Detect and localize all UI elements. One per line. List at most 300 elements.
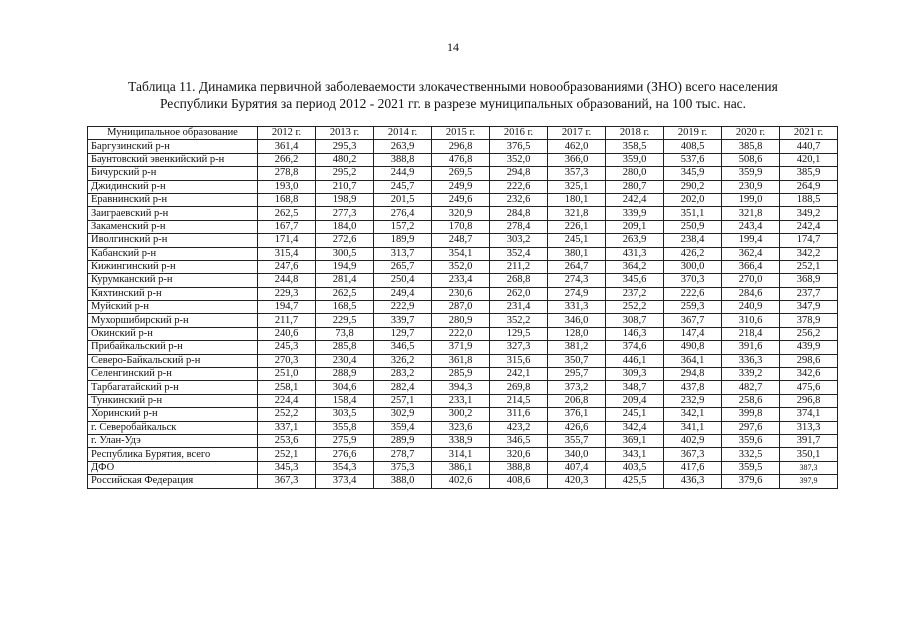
rate-value-cell: 278,4	[490, 220, 548, 233]
rate-value-cell: 247,6	[258, 260, 316, 273]
rate-value-cell: 129,5	[490, 327, 548, 340]
rate-value-cell: 362,4	[722, 247, 780, 260]
municipality-name-cell: Заиграевский р-н	[88, 207, 258, 220]
rate-value-cell: 129,7	[374, 327, 432, 340]
rate-value-cell: 364,2	[606, 260, 664, 273]
rate-value-cell: 348,7	[606, 381, 664, 394]
rate-value-cell: 258,1	[258, 381, 316, 394]
table-caption	[60, 78, 846, 112]
rate-value-cell: 361,4	[258, 140, 316, 153]
rate-value-cell: 490,8	[664, 341, 722, 354]
table-body	[88, 140, 838, 488]
rate-value-cell: 297,6	[722, 421, 780, 434]
rate-value-cell: 339,7	[374, 314, 432, 327]
rate-value-cell: 339,2	[722, 368, 780, 381]
rate-value-cell: 262,0	[490, 287, 548, 300]
rate-value-cell: 359,4	[374, 421, 432, 434]
rate-value-cell: 199,4	[722, 234, 780, 247]
rate-value-cell: 381,2	[548, 341, 606, 354]
municipality-name-cell: Баргузинский р-н	[88, 140, 258, 153]
rate-value-cell: 184,0	[316, 220, 374, 233]
table-header-row	[88, 127, 838, 140]
rate-value-cell: 367,7	[664, 314, 722, 327]
rate-value-cell: 252,1	[780, 260, 838, 273]
rate-value-cell: 408,5	[664, 140, 722, 153]
table-row	[88, 260, 838, 273]
rate-value-cell: 436,3	[664, 475, 722, 488]
rate-value-cell: 340,0	[548, 448, 606, 461]
rate-value-cell: 359,6	[722, 434, 780, 447]
rate-value-cell: 202,0	[664, 193, 722, 206]
rate-value-cell: 193,0	[258, 180, 316, 193]
rate-value-cell: 189,9	[374, 234, 432, 247]
rate-value-cell: 296,8	[432, 140, 490, 153]
rate-value-cell: 309,3	[606, 368, 664, 381]
rate-value-cell: 242,1	[490, 368, 548, 381]
rate-value-cell: 288,9	[316, 368, 374, 381]
rate-value-cell: 482,7	[722, 381, 780, 394]
rate-value-cell: 437,8	[664, 381, 722, 394]
rate-value-cell: 397,9	[780, 475, 838, 488]
rate-value-cell: 480,2	[316, 153, 374, 166]
table-row	[88, 287, 838, 300]
rate-value-cell: 338,9	[432, 434, 490, 447]
column-header-year: 2018 г.	[606, 127, 664, 140]
rate-value-cell: 277,3	[316, 207, 374, 220]
rate-value-cell: 352,0	[490, 153, 548, 166]
rate-value-cell: 325,1	[548, 180, 606, 193]
table-row	[88, 220, 838, 233]
municipality-name-cell: Селенгинский р-н	[88, 368, 258, 381]
rate-value-cell: 252,2	[606, 301, 664, 314]
rate-value-cell: 194,7	[258, 301, 316, 314]
rate-value-cell: 342,4	[606, 421, 664, 434]
rate-value-cell: 370,3	[664, 274, 722, 287]
rate-value-cell: 233,1	[432, 394, 490, 407]
rate-value-cell: 209,4	[606, 394, 664, 407]
rate-value-cell: 359,5	[722, 461, 780, 474]
rate-value-cell: 249,9	[432, 180, 490, 193]
rate-value-cell: 440,7	[780, 140, 838, 153]
municipality-name-cell: Кабанский р-н	[88, 247, 258, 260]
table-row	[88, 448, 838, 461]
rate-value-cell: 295,7	[548, 368, 606, 381]
rate-value-cell: 374,6	[606, 341, 664, 354]
rate-value-cell: 289,9	[374, 434, 432, 447]
rate-value-cell: 275,9	[316, 434, 374, 447]
rate-value-cell: 242,4	[780, 220, 838, 233]
rate-value-cell: 233,4	[432, 274, 490, 287]
rate-value-cell: 345,3	[258, 461, 316, 474]
table-row	[88, 475, 838, 488]
municipality-name-cell: г. Северобайкальск	[88, 421, 258, 434]
table-row	[88, 234, 838, 247]
rate-value-cell: 313,7	[374, 247, 432, 260]
rate-value-cell: 379,6	[722, 475, 780, 488]
rate-value-cell: 300,2	[432, 408, 490, 421]
rate-value-cell: 537,6	[664, 153, 722, 166]
rate-value-cell: 352,4	[490, 247, 548, 260]
rate-value-cell: 222,0	[432, 327, 490, 340]
rate-value-cell: 280,7	[606, 180, 664, 193]
table-row	[88, 421, 838, 434]
rate-value-cell: 128,0	[548, 327, 606, 340]
rate-value-cell: 285,8	[316, 341, 374, 354]
table-row	[88, 180, 838, 193]
rate-value-cell: 355,7	[548, 434, 606, 447]
rate-value-cell: 343,1	[606, 448, 664, 461]
rate-value-cell: 270,0	[722, 274, 780, 287]
rate-value-cell: 367,3	[258, 475, 316, 488]
rate-value-cell: 385,8	[722, 140, 780, 153]
municipality-name-cell: Мухоршибирский р-н	[88, 314, 258, 327]
rate-value-cell: 170,8	[432, 220, 490, 233]
rate-value-cell: 351,1	[664, 207, 722, 220]
rate-value-cell: 345,9	[664, 167, 722, 180]
rate-value-cell: 244,9	[374, 167, 432, 180]
rate-value-cell: 264,9	[780, 180, 838, 193]
rate-value-cell: 426,6	[548, 421, 606, 434]
rate-value-cell: 300,0	[664, 260, 722, 273]
rate-value-cell: 269,5	[432, 167, 490, 180]
rate-value-cell: 352,2	[490, 314, 548, 327]
table-row	[88, 207, 838, 220]
municipality-name-cell: Кяхтинский р-н	[88, 287, 258, 300]
table-row	[88, 327, 838, 340]
municipality-name-cell: Российская Федерация	[88, 475, 258, 488]
rate-value-cell: 341,1	[664, 421, 722, 434]
rate-value-cell: 420,3	[548, 475, 606, 488]
rate-value-cell: 295,3	[316, 140, 374, 153]
rate-value-cell: 198,9	[316, 193, 374, 206]
rate-value-cell: 399,8	[722, 408, 780, 421]
municipality-name-cell: Хоринский р-н	[88, 408, 258, 421]
rate-value-cell: 357,3	[548, 167, 606, 180]
rate-value-cell: 240,6	[258, 327, 316, 340]
rate-value-cell: 230,6	[432, 287, 490, 300]
table-row	[88, 354, 838, 367]
municipality-name-cell: Окинский р-н	[88, 327, 258, 340]
rate-value-cell: 266,2	[258, 153, 316, 166]
column-header-year: 2013 г.	[316, 127, 374, 140]
rate-value-cell: 326,2	[374, 354, 432, 367]
rate-value-cell: 387,3	[780, 461, 838, 474]
rate-value-cell: 232,9	[664, 394, 722, 407]
rate-value-cell: 240,9	[722, 301, 780, 314]
rate-value-cell: 346,5	[374, 341, 432, 354]
rate-value-cell: 369,1	[606, 434, 664, 447]
rate-value-cell: 274,9	[548, 287, 606, 300]
rate-value-cell: 264,7	[548, 260, 606, 273]
rate-value-cell: 417,6	[664, 461, 722, 474]
rate-value-cell: 230,4	[316, 354, 374, 367]
rate-value-cell: 180,1	[548, 193, 606, 206]
rate-value-cell: 222,6	[490, 180, 548, 193]
rate-value-cell: 250,9	[664, 220, 722, 233]
rate-value-cell: 366,4	[722, 260, 780, 273]
table-row	[88, 368, 838, 381]
rate-value-cell: 226,1	[548, 220, 606, 233]
rate-value-cell: 245,1	[606, 408, 664, 421]
rate-value-cell: 425,5	[606, 475, 664, 488]
rate-value-cell: 242,4	[606, 193, 664, 206]
municipality-name-cell: Прибайкальский р-н	[88, 341, 258, 354]
rate-value-cell: 245,1	[548, 234, 606, 247]
rate-value-cell: 258,6	[722, 394, 780, 407]
table-row	[88, 140, 838, 153]
rate-value-cell: 388,0	[374, 475, 432, 488]
rate-value-cell: 347,9	[780, 301, 838, 314]
column-header-year: 2021 г.	[780, 127, 838, 140]
rate-value-cell: 350,7	[548, 354, 606, 367]
rate-value-cell: 278,7	[374, 448, 432, 461]
rate-value-cell: 256,2	[780, 327, 838, 340]
rate-value-cell: 294,8	[490, 167, 548, 180]
rate-value-cell: 342,2	[780, 247, 838, 260]
rate-value-cell: 250,4	[374, 274, 432, 287]
rate-value-cell: 303,5	[316, 408, 374, 421]
rate-value-cell: 295,2	[316, 167, 374, 180]
rate-value-cell: 320,6	[490, 448, 548, 461]
rate-value-cell: 296,8	[780, 394, 838, 407]
rate-value-cell: 331,3	[548, 301, 606, 314]
rate-value-cell: 222,9	[374, 301, 432, 314]
rate-value-cell: 359,9	[722, 167, 780, 180]
rate-value-cell: 285,9	[432, 368, 490, 381]
municipality-name-cell: Курумканский р-н	[88, 274, 258, 287]
table-row	[88, 167, 838, 180]
municipality-name-cell: Джидинский р-н	[88, 180, 258, 193]
rate-value-cell: 346,0	[548, 314, 606, 327]
rate-value-cell: 253,6	[258, 434, 316, 447]
rate-value-cell: 354,1	[432, 247, 490, 260]
rate-value-cell: 366,0	[548, 153, 606, 166]
rate-value-cell: 262,5	[316, 287, 374, 300]
rate-value-cell: 230,9	[722, 180, 780, 193]
rate-value-cell: 211,2	[490, 260, 548, 273]
rate-value-cell: 244,8	[258, 274, 316, 287]
municipality-name-cell: Кижингинский р-н	[88, 260, 258, 273]
rate-value-cell: 475,6	[780, 381, 838, 394]
table-row	[88, 193, 838, 206]
rate-value-cell: 280,0	[606, 167, 664, 180]
column-header-year: 2014 г.	[374, 127, 432, 140]
rate-value-cell: 168,5	[316, 301, 374, 314]
rate-value-cell: 263,9	[606, 234, 664, 247]
rate-value-cell: 342,6	[780, 368, 838, 381]
rate-value-cell: 283,2	[374, 368, 432, 381]
rate-value-cell: 249,6	[432, 193, 490, 206]
rate-value-cell: 73,8	[316, 327, 374, 340]
column-header-year: 2017 г.	[548, 127, 606, 140]
rate-value-cell: 224,4	[258, 394, 316, 407]
rate-value-cell: 211,7	[258, 314, 316, 327]
column-header-year: 2019 г.	[664, 127, 722, 140]
rate-value-cell: 245,3	[258, 341, 316, 354]
table-row	[88, 153, 838, 166]
rate-value-cell: 403,5	[606, 461, 664, 474]
rate-value-cell: 314,1	[432, 448, 490, 461]
rate-value-cell: 281,4	[316, 274, 374, 287]
rate-value-cell: 265,7	[374, 260, 432, 273]
rate-value-cell: 327,3	[490, 341, 548, 354]
rate-value-cell: 386,1	[432, 461, 490, 474]
rate-value-cell: 284,6	[722, 287, 780, 300]
rate-value-cell: 257,1	[374, 394, 432, 407]
rate-value-cell: 146,3	[606, 327, 664, 340]
municipality-name-cell: Иволгинский р-н	[88, 234, 258, 247]
rate-value-cell: 388,8	[374, 153, 432, 166]
rate-value-cell: 354,3	[316, 461, 374, 474]
rate-value-cell: 311,6	[490, 408, 548, 421]
column-header-year: 2016 г.	[490, 127, 548, 140]
rate-value-cell: 290,2	[664, 180, 722, 193]
rate-value-cell: 308,7	[606, 314, 664, 327]
page-number: 14	[447, 40, 459, 54]
rate-value-cell: 302,9	[374, 408, 432, 421]
rate-value-cell: 252,1	[258, 448, 316, 461]
rate-value-cell: 294,8	[664, 368, 722, 381]
municipality-name-cell: Баунтовский эвенкийский р-н	[88, 153, 258, 166]
rate-value-cell: 276,6	[316, 448, 374, 461]
rate-value-cell: 171,4	[258, 234, 316, 247]
municipality-name-cell: Республика Бурятия, всего	[88, 448, 258, 461]
rate-value-cell: 237,2	[606, 287, 664, 300]
rate-value-cell: 371,9	[432, 341, 490, 354]
rate-value-cell: 358,5	[606, 140, 664, 153]
rate-value-cell: 367,3	[664, 448, 722, 461]
rate-value-cell: 345,6	[606, 274, 664, 287]
rate-value-cell: 391,7	[780, 434, 838, 447]
rate-value-cell: 321,8	[548, 207, 606, 220]
rate-value-cell: 259,3	[664, 301, 722, 314]
rate-value-cell: 380,1	[548, 247, 606, 260]
rate-value-cell: 350,1	[780, 448, 838, 461]
rate-value-cell: 298,6	[780, 354, 838, 367]
column-header-municipality: Муниципальное образование	[88, 127, 258, 140]
municipality-name-cell: Тункинский р-н	[88, 394, 258, 407]
rate-value-cell: 280,9	[432, 314, 490, 327]
column-header-year: 2015 г.	[432, 127, 490, 140]
rate-value-cell: 201,5	[374, 193, 432, 206]
rate-value-cell: 355,8	[316, 421, 374, 434]
rate-value-cell: 282,4	[374, 381, 432, 394]
rate-value-cell: 248,7	[432, 234, 490, 247]
rate-value-cell: 245,7	[374, 180, 432, 193]
rate-value-cell: 229,3	[258, 287, 316, 300]
rate-value-cell: 374,1	[780, 408, 838, 421]
rate-value-cell: 278,8	[258, 167, 316, 180]
rate-value-cell: 323,6	[432, 421, 490, 434]
rate-value-cell: 300,5	[316, 247, 374, 260]
rate-value-cell: 313,3	[780, 421, 838, 434]
rate-value-cell: 376,1	[548, 408, 606, 421]
rate-value-cell: 426,2	[664, 247, 722, 260]
rate-value-cell: 346,5	[490, 434, 548, 447]
rate-value-cell: 439,9	[780, 341, 838, 354]
table-row	[88, 461, 838, 474]
municipality-name-cell: ДФО	[88, 461, 258, 474]
rate-value-cell: 218,4	[722, 327, 780, 340]
rate-value-cell: 336,3	[722, 354, 780, 367]
rate-value-cell: 199,0	[722, 193, 780, 206]
rate-value-cell: 268,8	[490, 274, 548, 287]
rate-value-cell: 407,4	[548, 461, 606, 474]
rate-value-cell: 337,1	[258, 421, 316, 434]
rate-value-cell: 174,7	[780, 234, 838, 247]
rate-value-cell: 249,4	[374, 287, 432, 300]
municipality-name-cell: г. Улан-Удэ	[88, 434, 258, 447]
municipality-name-cell: Еравнинский р-н	[88, 193, 258, 206]
rate-value-cell: 402,6	[432, 475, 490, 488]
rate-value-cell: 270,3	[258, 354, 316, 367]
rate-value-cell: 420,1	[780, 153, 838, 166]
caption-line-1: Таблица 11. Динамика первичной заболеваемости злокачественными новообразованиями (ЗНО) всего населения	[128, 79, 778, 94]
municipality-name-cell: Закаменский р-н	[88, 220, 258, 233]
rate-value-cell: 359,0	[606, 153, 664, 166]
rate-value-cell: 378,9	[780, 314, 838, 327]
rate-value-cell: 158,4	[316, 394, 374, 407]
caption-line-2: Республики Бурятия за период 2012 - 2021 гг. в разрезе муниципальных образований, на 100 тыс. нас.	[159, 96, 747, 111]
rate-value-cell: 287,0	[432, 301, 490, 314]
column-header-year: 2020 г.	[722, 127, 780, 140]
rate-value-cell: 310,6	[722, 314, 780, 327]
rate-value-cell: 462,0	[548, 140, 606, 153]
rate-value-cell: 508,6	[722, 153, 780, 166]
rate-value-cell: 364,1	[664, 354, 722, 367]
column-header-year: 2012 г.	[258, 127, 316, 140]
rate-value-cell: 361,8	[432, 354, 490, 367]
rate-value-cell: 188,5	[780, 193, 838, 206]
rate-value-cell: 231,4	[490, 301, 548, 314]
rate-value-cell: 194,9	[316, 260, 374, 273]
rate-value-cell: 284,8	[490, 207, 548, 220]
rate-value-cell: 476,8	[432, 153, 490, 166]
rate-value-cell: 402,9	[664, 434, 722, 447]
rate-value-cell: 272,6	[316, 234, 374, 247]
table-row	[88, 314, 838, 327]
rate-value-cell: 321,8	[722, 207, 780, 220]
rate-value-cell: 315,6	[490, 354, 548, 367]
rate-value-cell: 263,9	[374, 140, 432, 153]
table-row	[88, 394, 838, 407]
rate-value-cell: 274,3	[548, 274, 606, 287]
table-row	[88, 434, 838, 447]
rate-value-cell: 375,3	[374, 461, 432, 474]
table-row	[88, 247, 838, 260]
table-row	[88, 301, 838, 314]
rate-value-cell: 303,2	[490, 234, 548, 247]
table-row	[88, 341, 838, 354]
table-row	[88, 408, 838, 421]
municipality-name-cell: Северо-Байкальский р-н	[88, 354, 258, 367]
rate-value-cell: 229,5	[316, 314, 374, 327]
rate-value-cell: 237,7	[780, 287, 838, 300]
rate-value-cell: 251,0	[258, 368, 316, 381]
table-row	[88, 274, 838, 287]
rate-value-cell: 252,2	[258, 408, 316, 421]
rate-value-cell: 167,7	[258, 220, 316, 233]
rate-value-cell: 157,2	[374, 220, 432, 233]
rate-value-cell: 408,6	[490, 475, 548, 488]
rate-value-cell: 385,9	[780, 167, 838, 180]
rate-value-cell: 320,9	[432, 207, 490, 220]
rate-value-cell: 232,6	[490, 193, 548, 206]
rate-value-cell: 222,6	[664, 287, 722, 300]
rate-value-cell: 373,2	[548, 381, 606, 394]
rate-value-cell: 431,3	[606, 247, 664, 260]
rate-value-cell: 423,2	[490, 421, 548, 434]
